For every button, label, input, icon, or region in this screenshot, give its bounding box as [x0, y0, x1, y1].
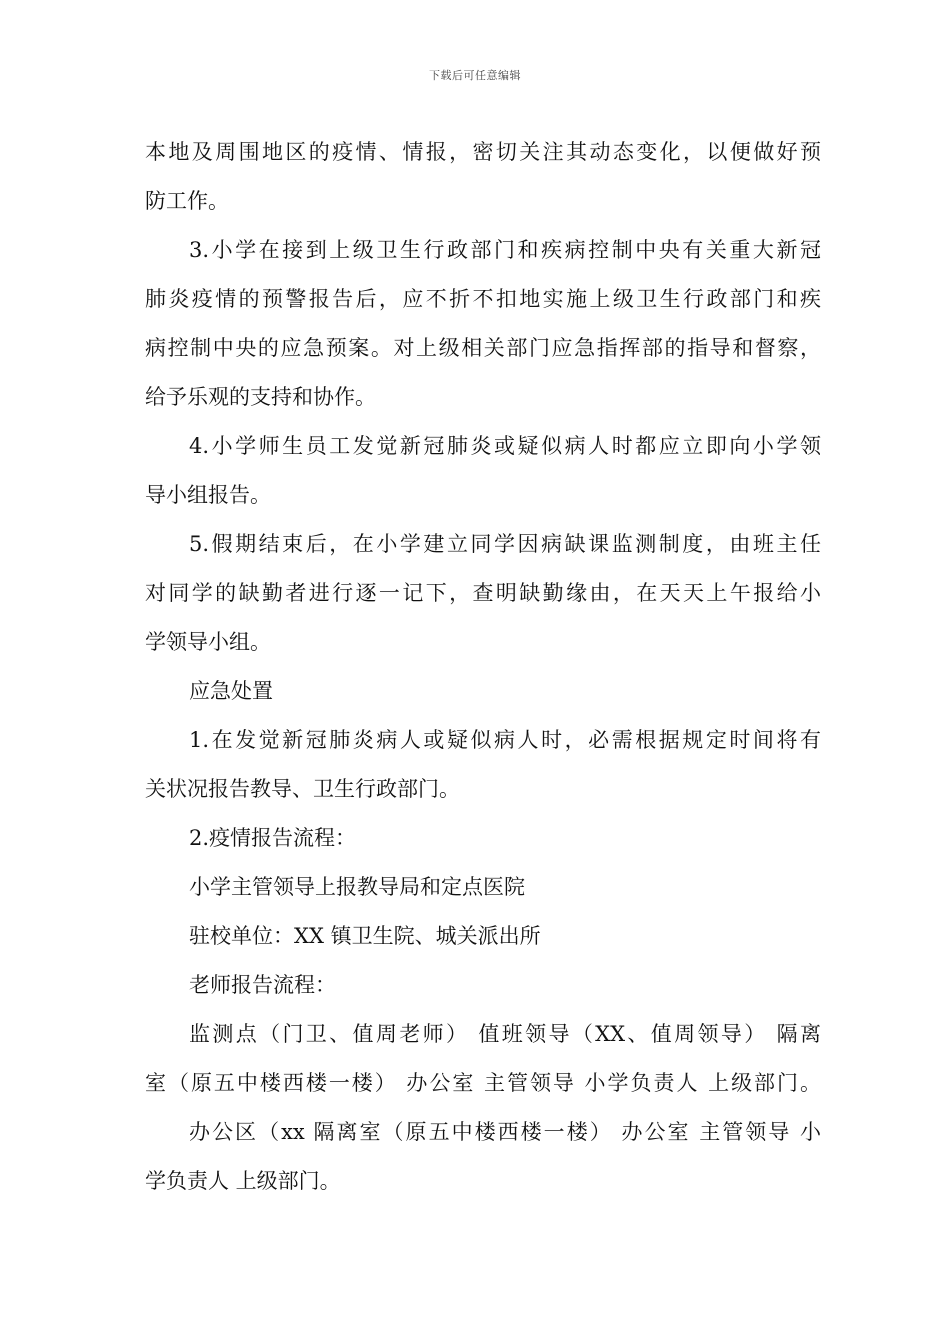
text-line: 学领导小组。 — [145, 630, 271, 654]
text-line: 3.小学在接到上级卫生行政部门和疾病控制中央有关重大新冠 — [189, 238, 821, 262]
text-line: 驻校单位：XX 镇卫生院、城关派出所 — [189, 924, 541, 948]
page-header-note: 下载后可任意编辑 — [429, 69, 521, 82]
text-line: 本地及周围地区的疫情、情报，密切关注其动态变化，以便做好预 — [145, 140, 821, 164]
text-line: 对同学的缺勤者进行逐一记下，查明缺勤缘由，在天天上午报给小 — [145, 581, 821, 605]
text-line: 应急处置 — [189, 679, 273, 703]
text-line: 4.小学师生员工发觉新冠肺炎或疑似病人时都应立即向小学领 — [189, 434, 821, 458]
text-line: 导小组报告。 — [145, 483, 271, 507]
text-line: 学负责人 上级部门。 — [145, 1169, 341, 1193]
text-line: 监测点（门卫、值周老师） 值班领导（XX、值周领导） 隔离 — [189, 1022, 821, 1046]
text-line: 1.在发觉新冠肺炎病人或疑似病人时，必需根据规定时间将有 — [189, 728, 821, 752]
text-line: 老师报告流程： — [189, 973, 336, 997]
text-line: 5.假期结束后，在小学建立同学因病缺课监测制度，由班主任 — [189, 532, 821, 556]
text-line: 给予乐观的支持和协作。 — [145, 385, 376, 409]
text-line: 病控制中央的应急预案。对上级相关部门应急指挥部的指导和督察， — [145, 336, 821, 360]
text-line: 室（原五中楼西楼一楼） 办公室 主管领导 小学负责人 上级部门。 — [145, 1071, 821, 1095]
text-line: 办公区（xx 隔离室（原五中楼西楼一楼） 办公室 主管领导 小 — [189, 1120, 821, 1144]
text-line: 关状况报告教导、卫生行政部门。 — [145, 777, 460, 801]
text-line: 2.疫情报告流程： — [189, 826, 357, 850]
text-line: 肺炎疫情的预警报告后，应不折不扣地实施上级卫生行政部门和疾 — [145, 287, 821, 311]
document-body — [145, 128, 821, 1206]
text-line: 小学主管领导上报教导局和定点医院 — [189, 875, 525, 899]
text-line: 防工作。 — [145, 189, 229, 213]
